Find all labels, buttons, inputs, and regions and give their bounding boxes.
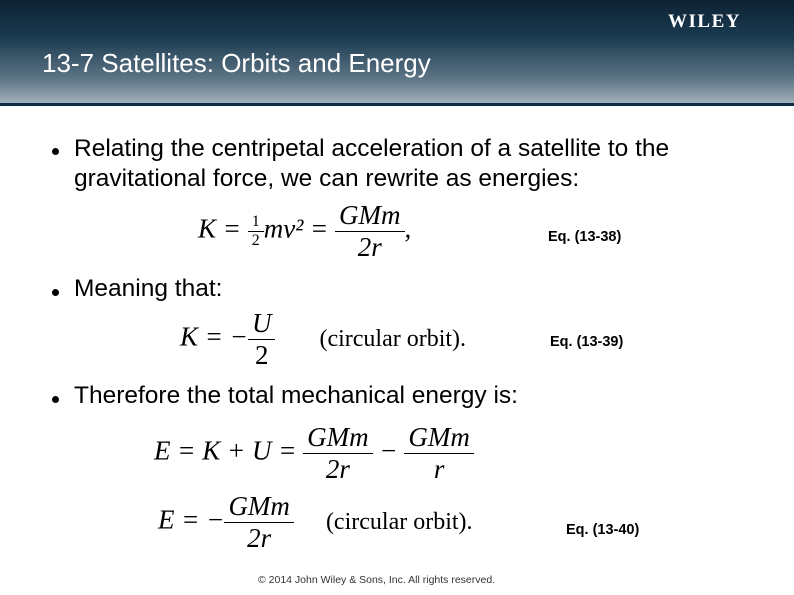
eq3-den2: r [404,453,474,485]
bullet-dot [52,289,59,296]
eq1-half [248,213,264,250]
eq4-num: GMm [228,491,290,521]
eq2-fraction [248,308,276,371]
eq4-lhs: E = − [158,504,225,535]
equation-label: Eq. (13-38) [548,229,622,245]
bullet-text: Relating the centripetal acceleration of a satellite to the gravitational force, we can rewrite as energies: [74,135,670,192]
eq4-note: (circular orbit). [325,508,473,535]
eq1-den: 2r [335,231,405,263]
equation-kinetic-circular [180,308,466,371]
eq2-num: U [251,308,272,338]
equation-total-energy [154,422,474,485]
eq3-fraction-2 [404,422,474,485]
eq4-den: 2r [224,522,294,554]
eq2-lhs: K = − [180,321,248,352]
bullet-text: Meaning that: [74,275,223,302]
eq3-op: − [372,435,405,466]
eq1-mid: mv² = [263,213,336,244]
equation-label: Eq. (13-39) [550,334,624,350]
eq3-lhs: E = K + U = [154,435,304,466]
header-divider [0,103,794,106]
eq3-num2: GMm [408,422,470,452]
eq2-den: 2 [248,339,276,371]
eq4-fraction [224,491,294,554]
eq1-fraction [335,200,405,263]
bullet-text: Therefore the total mechanical energy is: [74,382,518,409]
bullet-dot [52,396,59,403]
slide-title: 13-7 Satellites: Orbits and Energy [42,48,431,78]
equation-kinetic-energy [198,200,411,263]
equation-label: Eq. (13-40) [566,522,640,538]
eq2-note: (circular orbit). [319,325,467,352]
eq3-den1: 2r [303,453,373,485]
equation-total-energy-circular [158,491,473,554]
eq3-num1: GMm [307,422,369,452]
wiley-logo: WILEY [668,11,741,32]
eq1-tail: , [404,213,412,244]
eq1-half-den: 2 [248,231,264,250]
eq1-lhs: K = [198,213,248,244]
bullet-dot [52,148,59,155]
eq3-fraction-1 [303,422,373,485]
copyright-footer: © 2014 John Wiley & Sons, Inc. All rights reserved. [258,574,496,586]
eq1-num: GMm [339,200,401,230]
eq1-half-num: 1 [251,213,260,230]
